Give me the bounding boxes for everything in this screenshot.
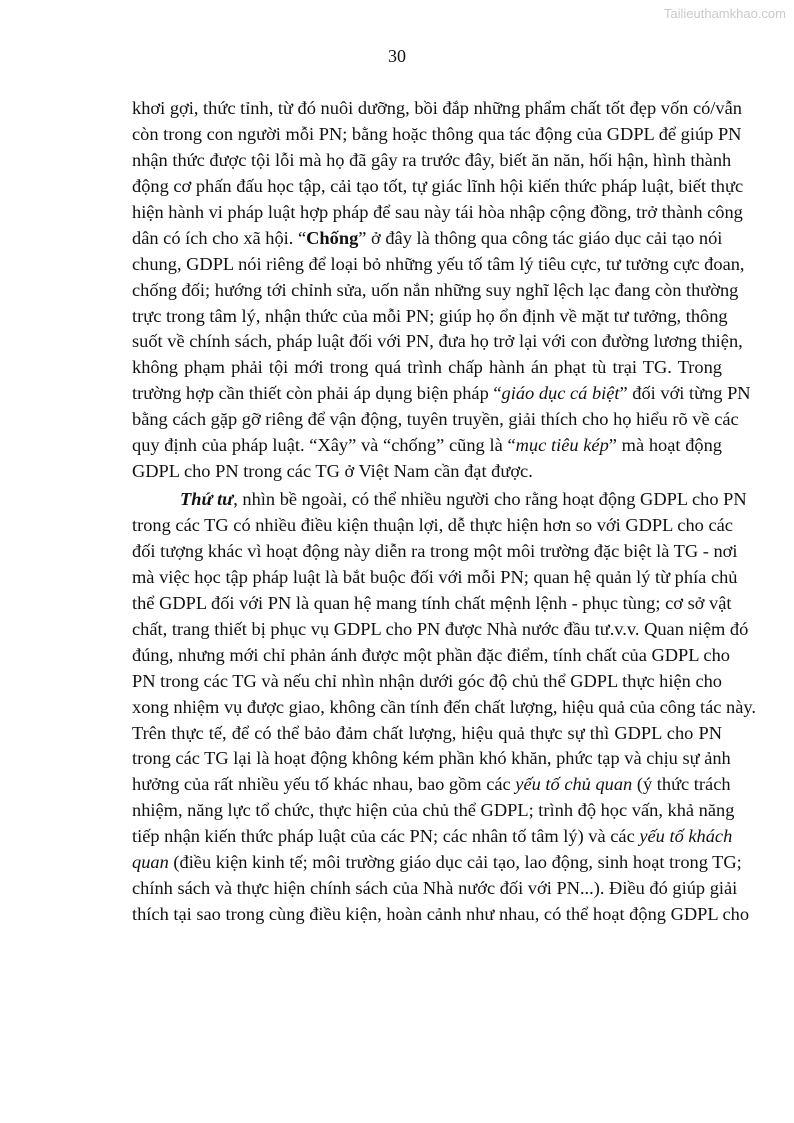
text-line: thích tại sao trong cùng điều kiện, hoàn cảnh như nhau, có thể hoạt động GDPL cho <box>132 904 750 925</box>
text-line: khơi gợi, thức tỉnh, từ đó nuôi dưỡng, bồi đắp những phẩm chất tốt đẹp vốn có/vẫn <box>132 98 742 118</box>
text-line: thể GDPL đối với PN là quan hệ mang tính chất mệnh lệnh - phục tùng; cơ sở vật <box>132 592 732 613</box>
text-run: trường hợp cần thiết còn phải áp dụng biện pháp “ <box>132 383 502 404</box>
text-line: nhận thức được tội lỗi mà họ đã gây ra trước đây, biết ăn năn, hối hận, hình thành <box>132 149 732 170</box>
text-run: ” ở đây là thông qua công tác giáo dục cải tạo nói <box>358 227 723 248</box>
italic-term: mục tiêu kép <box>515 435 609 456</box>
text-line <box>132 487 747 513</box>
text-line: mà việc học tập pháp luật là bắt buộc đối với mỗi PN; quan hệ quản lý từ phía chủ <box>132 566 738 587</box>
text-run: ” mà hoạt động <box>608 435 723 456</box>
text-line: chống đối; hướng tới chỉnh sửa, uốn nắn những suy nghĩ lệch lạc đang còn thường <box>132 279 739 300</box>
text-run: hưởng của rất nhiều yếu tố khác nhau, bao gồm các <box>132 774 516 795</box>
bold-italic-term: Thứ tư <box>180 489 234 510</box>
text-run: quy định của pháp luật. “Xây” và “chống” cũng là “ <box>132 435 516 456</box>
text-line: trực trong tâm lý, nhận thức của mỗi PN; giúp họ ổn định về mặt tư tưởng, thông <box>132 305 728 326</box>
watermark: Tailieuthamkhao.com <box>663 6 786 21</box>
text-line: không phạm phải tội mới trong quá trình chấp hành án phạt tù trại TG. Trong <box>132 357 722 378</box>
text-line: suốt về chính sách, pháp luật đối với PN, đưa họ trở lại với con đường lương thiện, <box>132 331 743 352</box>
text-line: động cơ phấn đấu học tập, cải tạo tốt, tự giác lĩnh hội kiến thức pháp luật, biết thực <box>132 175 744 196</box>
text-line: chất, trang thiết bị phục vụ GDPL cho PN được Nhà nước đầu tư.v.v. Quan niệm đó <box>132 618 749 639</box>
text-line <box>132 850 742 876</box>
italic-term: quan <box>132 852 169 873</box>
text-line: trong các TG có nhiều điều kiện thuận lợi, dễ thực hiện hơn so với GDPL cho các <box>132 515 733 535</box>
text-line: nhiệm, năng lực tổ chức, thực hiện của chủ thể GDPL; trình độ học vấn, khả năng <box>132 800 735 821</box>
text-line: còn trong con người mỗi PN; bằng hoặc thông qua tác động của GDPL để giúp PN <box>132 123 742 144</box>
page-number: 30 <box>388 46 406 66</box>
bold-term: Chống <box>306 227 359 248</box>
text-line: Trên thực tế, để có thể bảo đảm chất lượng, hiệu quả thực sự thì GDPL cho PN <box>132 722 722 743</box>
text-run: dân có ích cho xã hội. “ <box>132 227 307 248</box>
italic-term: giáo dục cá biệt <box>501 383 620 404</box>
text-line: GDPL cho PN trong các TG ở Việt Nam cần đạt được. <box>132 461 533 482</box>
text-line: xong nhiệm vụ được giao, không cần tính đến chất lượng, hiệu quả của công tác này. <box>132 696 756 717</box>
paragraph <box>132 487 756 928</box>
text-line: trong các TG lại là hoạt động không kém phần khó khăn, phức tạp và chịu sự ảnh <box>132 748 731 769</box>
text-line: bằng cách gặp gỡ riêng để vận động, tuyên truyền, giải thích cho họ hiểu rõ về các <box>132 409 739 430</box>
text-line <box>132 824 733 850</box>
italic-term: yếu tố chủ quan <box>515 774 633 795</box>
italic-term: yếu tố khách <box>639 826 733 847</box>
text-line: hiện hành vi pháp luật hợp pháp để sau này tái hòa nhập cộng đồng, trở thành công <box>132 201 743 222</box>
text-run: ” đối với từng PN <box>619 383 751 404</box>
text-run: (ý thức trách <box>632 774 731 795</box>
text-line <box>132 433 722 459</box>
text-line: đúng, nhưng mới chỉ phản ánh được một phần đặc điểm, tính chất của GDPL cho <box>132 644 730 665</box>
text-line: PN trong các TG và nếu chỉ nhìn nhận dưới góc độ chủ thể GDPL thực hiện cho <box>132 670 722 691</box>
text-line: chung, GDPL nói riêng để loại bỏ những yếu tố tâm lý tiêu cực, tư tưởng cực đoan, <box>132 253 745 274</box>
text-line <box>132 226 722 252</box>
text-run: tiếp nhận kiến thức pháp luật của các PN; các nhân tố tâm lý) và các <box>132 826 640 847</box>
document-body <box>132 96 756 928</box>
text-line: đối tượng khác vì hoạt động này diễn ra trong một môi trường đặc biệt là TG - nơi <box>132 540 738 561</box>
text-line <box>132 772 731 798</box>
text-run: (điều kiện kinh tế; môi trường giáo dục cải tạo, lao động, sinh hoạt trong TG; <box>168 852 742 873</box>
text-run: , nhìn bề ngoài, có thể nhiều người cho rằng hoạt động GDPL cho PN <box>233 489 747 510</box>
paragraph <box>132 96 751 485</box>
text-line: chính sách và thực hiện chính sách của Nhà nước đối với PN...). Điều đó giúp giải <box>132 878 738 899</box>
text-line <box>132 381 751 407</box>
